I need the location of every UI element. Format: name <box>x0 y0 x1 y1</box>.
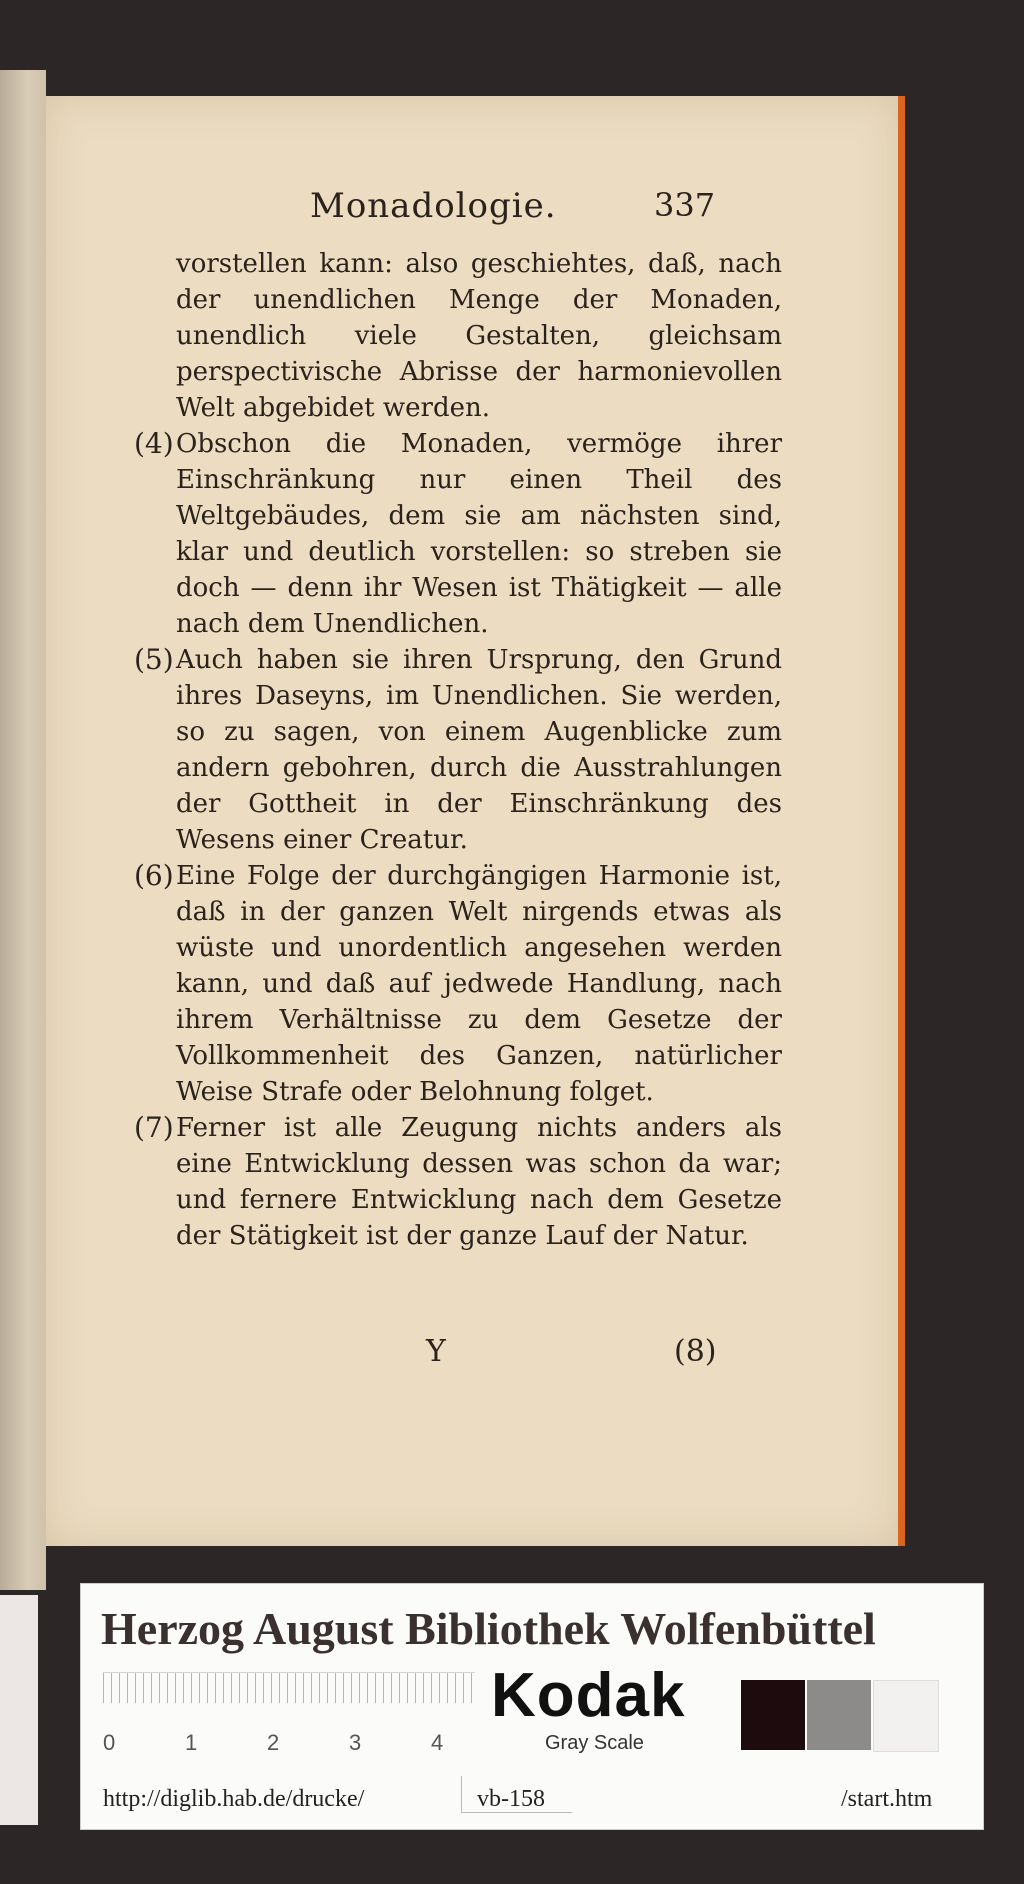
paragraph-7 <box>134 1110 782 1254</box>
ruler-number: 4 <box>431 1730 444 1755</box>
url-prefix: http://diglib.hab.de/drucke/ <box>103 1786 365 1812</box>
page-number: 337 <box>654 186 716 224</box>
lead-paragraph: vorstellen kann: also geschiehtes, daß, nach der unendlichen Menge der Monaden, unendlich viele Gestalten, gleichsam perspectivische Abrisse der harmonievollen Welt abgebidet werden. <box>176 249 782 423</box>
card-url-line <box>81 1774 983 1824</box>
book-page <box>46 96 905 1546</box>
shelf-signature: vb-158 <box>477 1786 545 1812</box>
page-text <box>134 246 782 1254</box>
paragraph-text: Ferner ist alle Zeugung nichts anders als eine Entwicklung dessen was schon da war; und fernere Entwicklung nach dem Gesetze der Stätigkeit ist der ganze Lauf der Natur. <box>176 1113 782 1251</box>
signature-mark: Y <box>426 1334 446 1369</box>
paragraph-text: Auch haben sie ihren Ursprung, den Grund ihres Daseyns, im Unendlichen. Sie werden, so zu sagen, von einem Augenblicke zum andern gebohren, durch die Ausstrahlungen der Gottheit in der Einschränkung des Wesens einer Creatur. <box>176 645 782 855</box>
gray-swatch <box>807 1680 871 1750</box>
paragraph-number: (4) <box>134 427 174 460</box>
ruler-number: 3 <box>349 1730 362 1755</box>
paragraph-number: (7) <box>134 1111 174 1144</box>
catchword: (8) <box>674 1334 717 1369</box>
running-head <box>46 186 898 226</box>
library-target-card <box>80 1583 984 1830</box>
gray-scale-label: Gray Scale <box>545 1732 644 1754</box>
paragraph-number: (5) <box>134 643 174 676</box>
paragraph-5 <box>134 642 782 858</box>
paragraph-text: Eine Folge der durchgängigen Harmonie ist, daß in der ganzen Welt nirgends etwas als wüste und unordentlich angesehen werden kann, und daß auf jedwede Handlung, nach ihrem Verhältnisse zu dem Gesetze der Vollkommenheit des Ganzen, natürlicher Weise Strafe oder Belohnung folget. <box>176 861 782 1107</box>
paragraph-4 <box>134 426 782 642</box>
ruler-number: 1 <box>185 1730 198 1755</box>
left-page-edge <box>0 70 46 1590</box>
running-title: Monadologie. <box>310 186 557 226</box>
ruler-number: 2 <box>267 1730 280 1755</box>
left-target-edge <box>0 1595 38 1825</box>
paragraph-number: (6) <box>134 859 174 892</box>
white-swatch <box>873 1680 939 1752</box>
kodak-logo: Kodak <box>491 1661 686 1730</box>
page-footer <box>46 1334 898 1374</box>
scale-ruler <box>103 1672 475 1723</box>
ruler-number: 0 <box>103 1730 116 1755</box>
paragraph-text: Obschon die Monaden, vermöge ihrer Einschränkung nur einen Theil des Weltgebäudes, dem sie am nächsten sind, klar und deutlich vorstellen: so streben sie doch — denn ihr Wesen ist Thätigkeit — alle nach dem Unendlichen. <box>176 429 782 639</box>
url-suffix: /start.htm <box>841 1786 933 1812</box>
library-title: Herzog August Bibliothek Wolfenbüttel <box>101 1603 876 1654</box>
black-swatch <box>741 1680 805 1750</box>
ruler-numbers <box>103 1730 475 1760</box>
paragraph-6 <box>134 858 782 1110</box>
